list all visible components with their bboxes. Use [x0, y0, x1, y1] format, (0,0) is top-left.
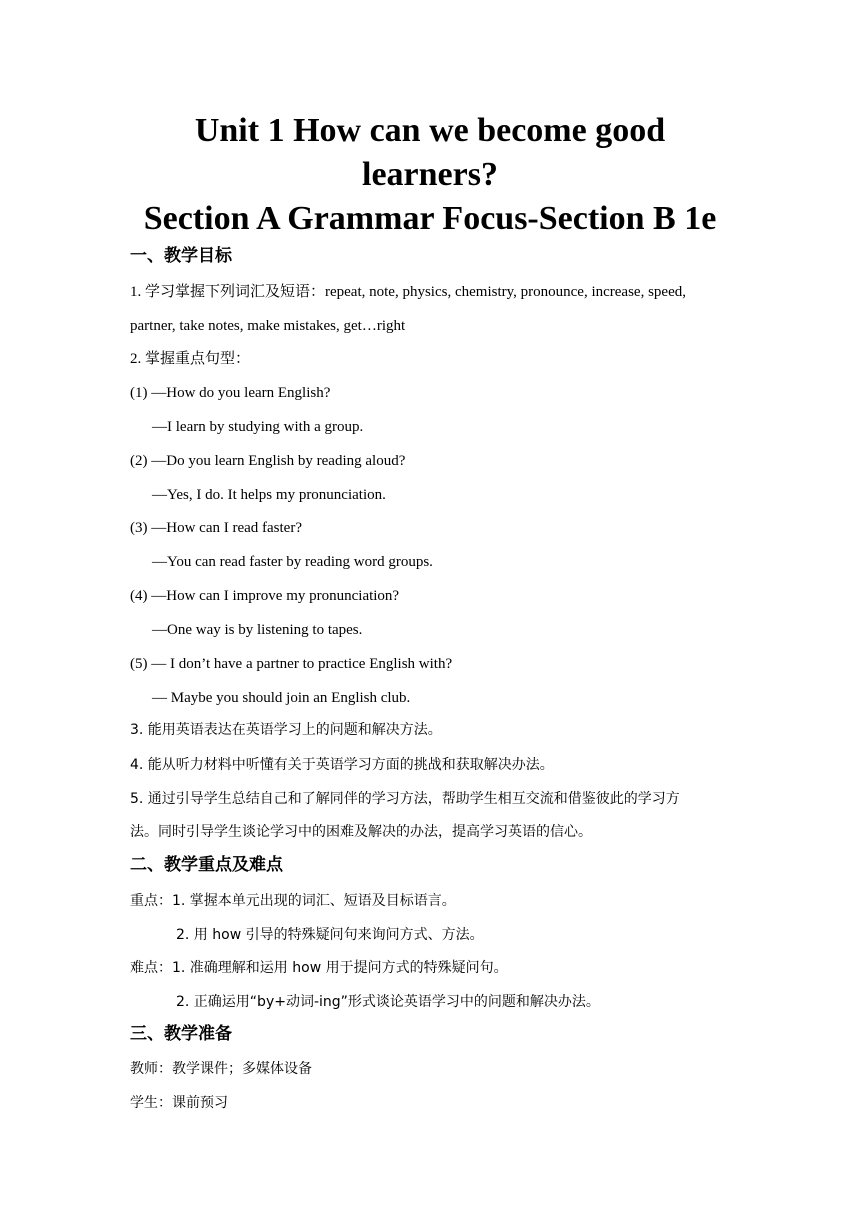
- objective-2: 2. 掌握重点句型：: [130, 351, 251, 367]
- key-point-1: 重点：1. 掌握本单元出现的词汇、短语及目标语言。: [130, 893, 456, 909]
- difficulty-1: 难点：1. 准确理解和运用 how 用于提问方式的特殊疑问句。: [130, 960, 508, 976]
- preparation-teacher: 教师：教学课件；多媒体设备: [130, 1061, 312, 1077]
- key-point-2: 2. 用 how 引导的特殊疑问句来询问方式、方法。: [176, 927, 484, 943]
- sentence-answer-2: —Yes, I do. It helps my pronunciation.: [152, 487, 386, 503]
- objective-1-line-1: 1. 学习掌握下列词汇及短语：repeat, note, physics, chemistry, pronounce, increase, speed,: [130, 284, 686, 300]
- sentence-question-3: (3) —How can I read faster?: [130, 520, 302, 536]
- section-heading-objectives: 一、教学目标: [130, 246, 232, 266]
- sentence-question-2: (2) —Do you learn English by reading aloud?: [130, 453, 406, 469]
- title-line-1: Unit 1 How can we become good: [194, 112, 666, 149]
- title-line-2: learners?: [362, 156, 498, 193]
- preparation-student: 学生：课前预习: [130, 1095, 228, 1111]
- section-heading-preparation: 三、教学准备: [130, 1024, 232, 1044]
- title-line-3: Section A Grammar Focus-Section B 1e: [143, 200, 717, 237]
- objective-5-line-2: 法。同时引导学生谈论学习中的困难及解决的办法，提高学习英语的信心。: [130, 824, 592, 840]
- sentence-question-1: (1) —How do you learn English?: [130, 385, 331, 401]
- sentence-question-4: (4) —How can I improve my pronunciation?: [130, 588, 400, 604]
- objective-5-line-1: 5. 通过引导学生总结自己和了解同伴的学习方法，帮助学生相互交流和借鉴彼此的学习方: [130, 791, 680, 807]
- sentence-answer-5: — Maybe you should join an English club.: [152, 690, 411, 706]
- objective-3: 3. 能用英语表达在英语学习上的问题和解决方法。: [130, 722, 442, 738]
- sentence-answer-1: —I learn by studying with a group.: [152, 419, 364, 435]
- objective-4: 4. 能从听力材料中听懂有关于英语学习方面的挑战和获取解决办法。: [130, 757, 554, 773]
- objective-1-line-2: partner, take notes, make mistakes, get…right: [130, 318, 406, 334]
- sentence-question-5: (5) — I don’t have a partner to practice English with?: [130, 656, 453, 672]
- sentence-answer-3: —You can read faster by reading word groups.: [152, 554, 433, 570]
- sentence-answer-4: —One way is by listening to tapes.: [152, 622, 363, 638]
- section-heading-keypoints: 二、教学重点及难点: [130, 855, 283, 875]
- difficulty-2: 2. 正确运用“by+动词-ing”形式谈论英语学习中的问题和解决办法。: [176, 994, 600, 1010]
